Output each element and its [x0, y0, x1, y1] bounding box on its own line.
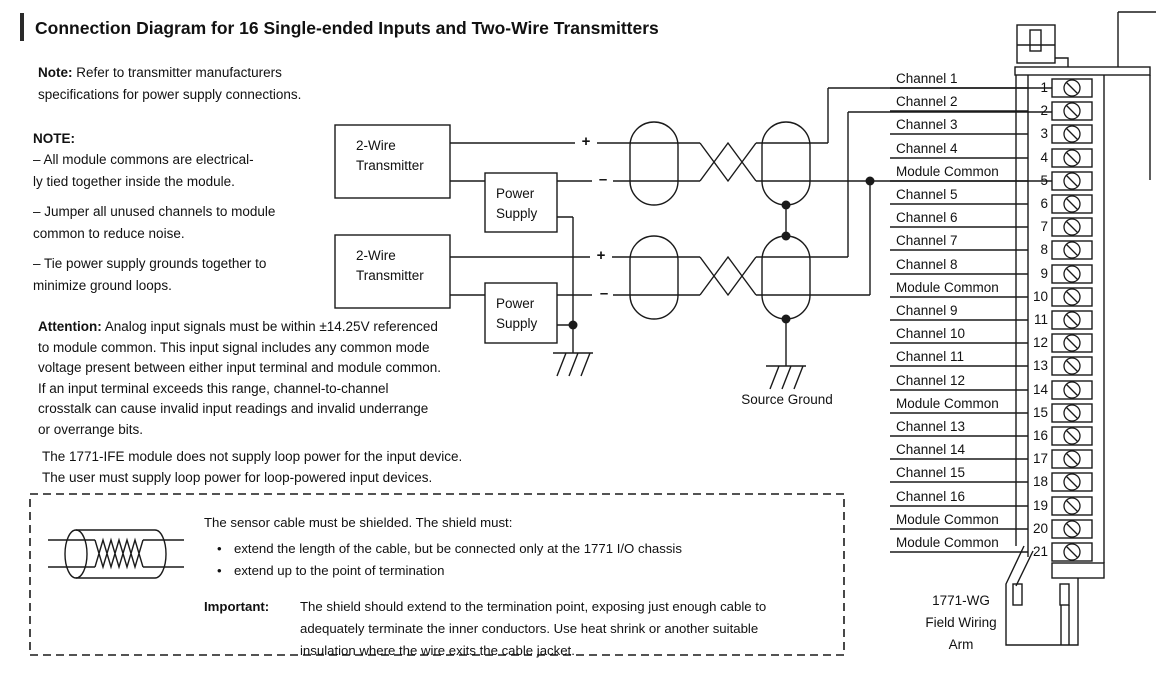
- terminal-number: 21: [1032, 544, 1048, 559]
- cable-shield-oval: [762, 236, 810, 319]
- important-line: adequately terminate the inner conductors. Use heat shrink or another suitable: [300, 621, 759, 636]
- attention-line: If an input terminal exceeds this range, channel-to-channel: [38, 380, 389, 396]
- transmitter-2-label: [356, 246, 424, 286]
- terminal-label: Channel 9: [896, 303, 958, 318]
- power-supply-ground-wires: [557, 217, 573, 353]
- terminal-label: Channel 16: [896, 489, 966, 504]
- terminal-label: Module Common: [896, 396, 999, 411]
- bullet-icon: •: [217, 541, 222, 556]
- terminal-number: 20: [1032, 521, 1048, 536]
- attention-line: or overrange bits.: [38, 421, 144, 437]
- terminal-number: 2: [1040, 103, 1048, 118]
- terminal-label: Channel 6: [896, 210, 958, 225]
- transmitter-label-line: 2-Wire: [356, 248, 396, 263]
- shielded-cable-icon: [48, 530, 184, 578]
- arm-label-line: 1771-WG: [932, 593, 990, 608]
- note-line: specifications for power supply connections.: [38, 87, 302, 102]
- minus-label-2: –: [599, 285, 609, 302]
- mounting-hook-slot: [1030, 30, 1041, 51]
- shield-bullet: extend the length of the cable, but be connected only at the 1771 I/O chassis: [234, 541, 682, 556]
- important-label: Important:: [204, 599, 270, 614]
- arm-notch: [1060, 584, 1069, 605]
- power-supply-2-label: [496, 294, 537, 334]
- attention-label: Attention:: [38, 319, 102, 334]
- source-ground-label: Source Ground: [741, 392, 833, 407]
- shield-intro: The sensor cable must be shielded. The shield must:: [204, 515, 513, 530]
- terminal-number: 16: [1032, 428, 1048, 443]
- note-item-line: – All module commons are electrical-: [33, 152, 254, 167]
- terminal-number: 10: [1032, 289, 1048, 304]
- note-item-jumper: [33, 201, 275, 245]
- attention-line: to module common. This input signal includes any common mode: [38, 339, 430, 355]
- note-label: Note:: [38, 65, 73, 80]
- note-item-line: common to reduce noise.: [33, 226, 185, 241]
- loop-power-line: The user must supply loop power for loop-powered input devices.: [42, 469, 433, 485]
- cable-shield-braid: [95, 540, 143, 567]
- power-supply-label-line: Supply: [496, 206, 538, 221]
- general-note-label: NOTE:: [33, 131, 75, 146]
- plus-label-1: +: [581, 133, 591, 150]
- terminal-number: 12: [1032, 335, 1048, 350]
- terminal-number: 6: [1040, 196, 1048, 211]
- terminal-label: Channel 10: [896, 326, 966, 341]
- plus-label-2: +: [596, 247, 606, 264]
- block-top-bar: [1015, 67, 1150, 75]
- terminal-label: Channel 2: [896, 94, 958, 109]
- page-title: Connection Diagram for 16 Single-ended Inputs and Two-Wire Transmitters: [35, 18, 659, 38]
- transmitter-label-line: Transmitter: [356, 268, 424, 283]
- transmitter-label-line: Transmitter: [356, 158, 424, 173]
- terminal-number: 3: [1040, 126, 1048, 141]
- terminal-label: Channel 5: [896, 187, 958, 202]
- terminal-label: Module Common: [896, 164, 999, 179]
- circuit-1-wires: [450, 143, 700, 181]
- twisted-pair-1: [700, 143, 756, 181]
- terminal-label: Module Common: [896, 535, 999, 550]
- power-supply-label-line: Supply: [496, 316, 538, 331]
- terminal-label: Channel 4: [896, 141, 958, 156]
- junction-dots: [569, 177, 875, 330]
- hook-step: [1017, 45, 1068, 67]
- transmitter-label-line: 2-Wire: [356, 138, 396, 153]
- transmitter-1-label: [356, 136, 424, 176]
- power-supply-label-line: Power: [496, 296, 535, 311]
- twisted-pair-2: [700, 257, 756, 295]
- terminal-number: 4: [1040, 150, 1048, 165]
- loop-power-line: The 1771-IFE module does not supply loop power for the input device.: [42, 449, 463, 464]
- note-item-commons: [33, 149, 254, 193]
- mounting-hook: [1017, 25, 1055, 63]
- terminal-label: Channel 14: [896, 442, 966, 457]
- circuit-2-wires: [450, 257, 700, 295]
- terminal-number: 15: [1032, 405, 1048, 420]
- terminal-number: 8: [1040, 242, 1048, 257]
- terminal-number: 13: [1032, 358, 1048, 373]
- terminal-number: 7: [1040, 219, 1048, 234]
- power-supply-1-label: [496, 184, 537, 224]
- minus-label-1: –: [598, 171, 608, 188]
- scan-artifact: [20, 13, 24, 41]
- cable-shield-oval: [630, 122, 678, 205]
- note-item-line: – Jumper all unused channels to module: [33, 204, 276, 219]
- loop-power-note: [42, 447, 462, 488]
- terminal-number: 9: [1040, 266, 1048, 281]
- terminal-label: Channel 13: [896, 419, 966, 434]
- terminal-label: Channel 15: [896, 465, 966, 480]
- ground-icon: [553, 353, 593, 376]
- cable-wires: [48, 540, 184, 567]
- cable-shield-oval: [762, 122, 810, 205]
- terminal-number: 5: [1040, 173, 1048, 188]
- terminal-label: Channel 3: [896, 117, 958, 132]
- bullet-icon: •: [217, 563, 222, 578]
- transmitter-note: [38, 62, 301, 106]
- source-ground-icon: [766, 366, 806, 389]
- note-line: Refer to transmitter manufacturers: [76, 65, 282, 80]
- terminal-number: 17: [1032, 451, 1048, 466]
- terminal-number: 11: [1033, 312, 1048, 327]
- cable-shield-oval: [630, 236, 678, 319]
- terminal-label: Channel 11: [896, 349, 965, 364]
- important-line: The shield should extend to the termination point, exposing just enough cable to: [300, 599, 767, 614]
- attention-line: crosstalk can cause invalid input readings and invalid underrange: [38, 401, 429, 416]
- module-edge: [1118, 12, 1156, 180]
- shield-bullet: extend up to the point of termination: [234, 563, 445, 578]
- arm-label-line: Field Wiring: [925, 615, 997, 630]
- note-item-line: minimize ground loops.: [33, 278, 172, 293]
- power-supply-label-line: Power: [496, 186, 535, 201]
- terminal-label: Module Common: [896, 512, 999, 527]
- important-text: [300, 596, 766, 662]
- terminal-number: 1: [1040, 80, 1048, 95]
- attention-line: voltage present between either input terminal and module common.: [38, 360, 441, 375]
- terminal-label: Channel 1: [896, 71, 958, 86]
- terminal-label: Channel 7: [896, 233, 958, 248]
- terminal-number: 14: [1032, 382, 1048, 397]
- ground-wiring: [553, 205, 806, 389]
- note-item-line: ly tied together inside the module.: [33, 174, 235, 189]
- terminal-number: 19: [1032, 498, 1048, 513]
- field-wiring-arm-label: [901, 590, 1021, 656]
- terminal-label: Channel 12: [896, 373, 966, 388]
- important-line: insulation where the wire exits the cable jacket.: [300, 643, 575, 658]
- terminal-number: 18: [1032, 474, 1048, 489]
- attention-line: Analog input signals must be within ±14.25V referenced: [104, 319, 438, 334]
- note-item-line: – Tie power supply grounds together to: [33, 256, 267, 271]
- terminal-label: Module Common: [896, 280, 999, 295]
- terminal-label: Channel 8: [896, 257, 958, 272]
- block-bottom-bar: [1052, 563, 1104, 578]
- attention-note: [38, 317, 441, 440]
- arm-label-line: Arm: [948, 637, 974, 652]
- note-item-grounds: [33, 253, 266, 297]
- terminal-screws: [1052, 79, 1092, 561]
- circuit-2-minus-to-module-common: [756, 181, 870, 295]
